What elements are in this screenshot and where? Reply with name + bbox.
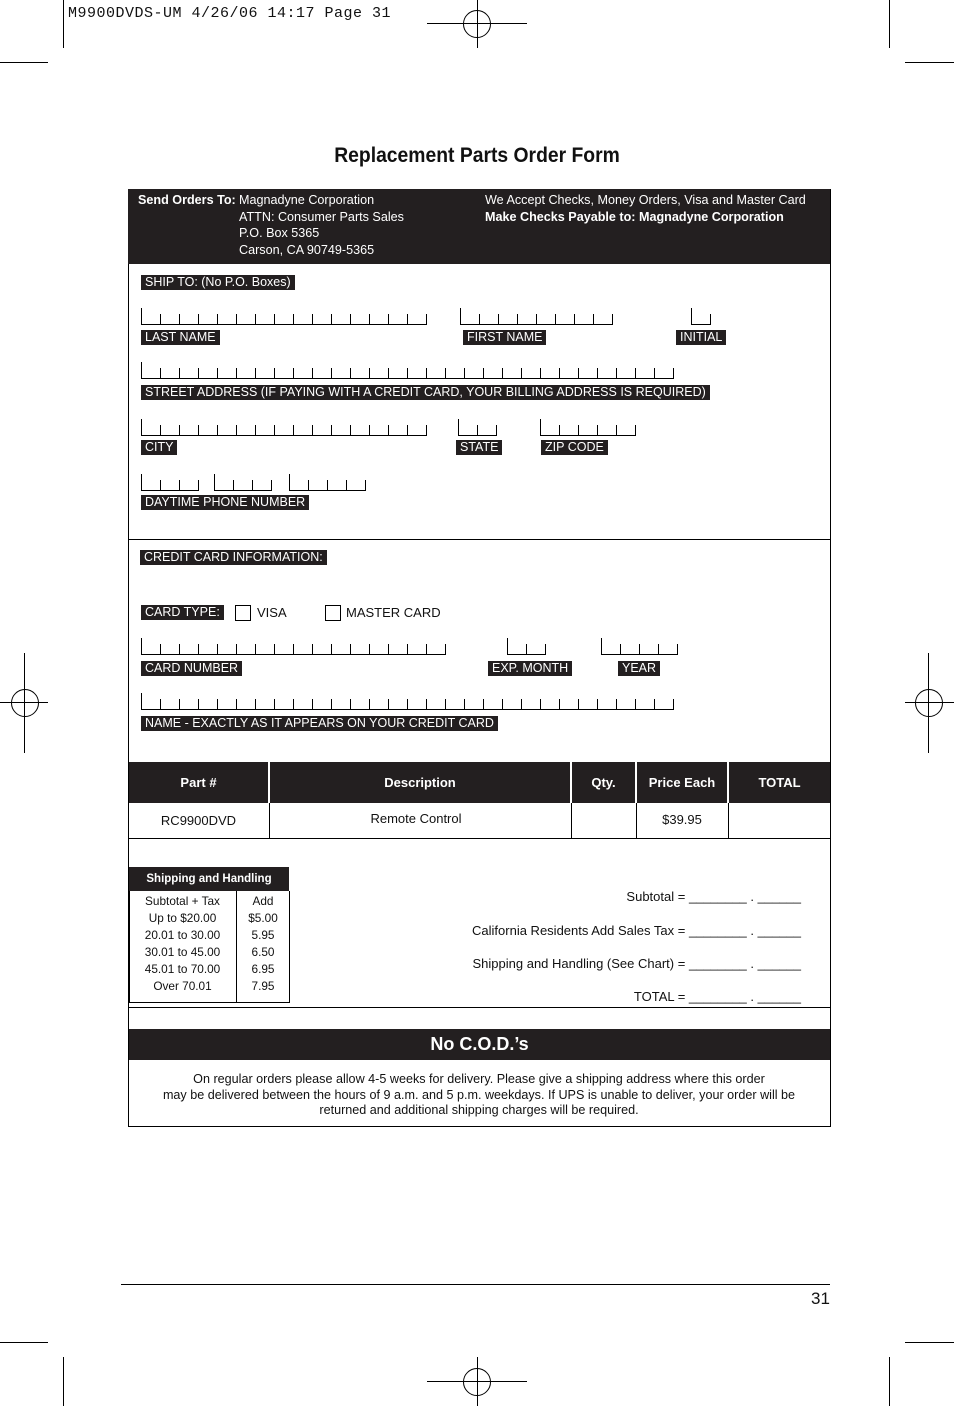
phone-area-code-boxes[interactable]: [141, 474, 199, 491]
col-price-each: Price Each: [637, 762, 727, 803]
initial-label: INITIAL: [676, 330, 726, 345]
shipping-chart: [129, 891, 290, 1003]
city-boxes[interactable]: [141, 419, 427, 436]
send-orders-header: [128, 189, 830, 264]
col-qty: Qty.: [572, 762, 635, 803]
send-orders-label: Send Orders To:: [138, 193, 236, 207]
state-boxes[interactable]: [458, 419, 497, 436]
shipping-range: 20.01 to 30.00: [144, 928, 221, 942]
mailing-address: Magnadyne Corporation ATTN: Consumer Parts Sales P.O. Box 5365 Carson, CA 90749-5365: [239, 193, 404, 257]
phone-prefix-boxes[interactable]: [214, 474, 272, 491]
shipping-fee: 5.95: [251, 928, 275, 942]
shipping-fee: 6.50: [251, 945, 275, 959]
master-card-checkbox[interactable]: [325, 605, 341, 621]
shipping-range: 45.01 to 70.00: [144, 962, 221, 976]
exp-month-boxes[interactable]: [507, 638, 546, 655]
part-number-cell: RC9900DVD: [160, 813, 237, 828]
page-number: 31: [811, 1289, 830, 1308]
ship-to-heading: SHIP TO: (No P.O. Boxes): [141, 275, 295, 290]
phone-label: DAYTIME PHONE NUMBER: [141, 495, 309, 510]
card-number-boxes[interactable]: [141, 638, 446, 655]
card-number-label: CARD NUMBER: [141, 661, 242, 676]
phone-line-boxes[interactable]: [289, 474, 366, 491]
grand-total-line[interactable]: TOTAL = ________ . ______: [633, 989, 801, 1004]
zip-code-boxes[interactable]: [540, 419, 636, 436]
shipping-chart-heading: Shipping and Handling: [129, 867, 289, 891]
sales-tax-line[interactable]: California Residents Add Sales Tax = ________ . ______: [472, 923, 801, 938]
shipping-range: Over 70.01: [153, 979, 212, 993]
shipping-fee: 6.95: [251, 962, 275, 976]
street-address-boxes[interactable]: [141, 362, 674, 379]
shipping-col-add: Add: [252, 894, 274, 908]
shipping-range: Up to $20.00: [148, 911, 217, 925]
cardholder-name-label: NAME - EXACTLY AS IT APPEARS ON YOUR CREDIT CARD: [141, 716, 498, 731]
printer-slug: M9900DVDS-UM 4/26/06 14:17 Page 31: [68, 5, 392, 22]
state-label: STATE: [456, 440, 502, 455]
card-type-label: CARD TYPE:: [141, 605, 224, 620]
section-divider: [129, 539, 830, 540]
last-name-label: LAST NAME: [141, 330, 220, 345]
exp-year-boxes[interactable]: [601, 638, 678, 655]
accepted-payments: We Accept Checks, Money Orders, Visa and Master Card: [485, 193, 806, 207]
street-address-label: STREET ADDRESS (IF PAYING WITH A CREDIT CARD, YOUR BILLING ADDRESS IS REQUIRED): [141, 385, 710, 400]
city-label: CITY: [141, 440, 177, 455]
shipping-fee: 7.95: [251, 979, 275, 993]
last-name-boxes[interactable]: [141, 308, 427, 325]
col-total: TOTAL: [729, 762, 830, 803]
visa-label: VISA: [257, 605, 287, 620]
col-description: Description: [270, 762, 570, 803]
initial-box[interactable]: [691, 308, 711, 325]
page-title: Replacement Parts Order Form: [334, 144, 620, 167]
shipping-range: 30.01 to 45.00: [144, 945, 221, 959]
col-part-number: Part #: [129, 762, 268, 803]
exp-year-label: YEAR: [618, 661, 660, 676]
footer-rule: [121, 1284, 830, 1285]
visa-checkbox[interactable]: [235, 605, 251, 621]
zip-code-label: ZIP CODE: [541, 440, 608, 455]
shipping-fee: $5.00: [248, 911, 278, 925]
payment-info: [485, 192, 806, 225]
checks-payable: Make Checks Payable to: Magnadyne Corporation: [485, 209, 784, 224]
shipping-col-subtotal: Subtotal + Tax: [145, 894, 220, 908]
subtotal-line[interactable]: Subtotal = ________ . ______: [626, 889, 801, 904]
first-name-boxes[interactable]: [460, 308, 613, 325]
first-name-label: FIRST NAME: [463, 330, 546, 345]
delivery-notice: On regular orders please allow 4-5 weeks for delivery. Please give a shipping address where this order may be delivered between the hours of 9 a.m. and 5 p.m. weekdays. If UPS is unable to deliver, your order will be returned and additional shipping charges will be required.: [162, 1072, 796, 1117]
credit-card-heading: CREDIT CARD INFORMATION:: [140, 550, 327, 565]
no-cod-banner: No C.O.D.’s: [129, 1029, 830, 1060]
shipping-handling-line[interactable]: Shipping and Handling (See Chart) = ________ . ______: [472, 956, 801, 971]
master-card-label: MASTER CARD: [346, 605, 441, 620]
exp-month-label: EXP. MONTH: [488, 661, 572, 676]
description-cell: Remote Control: [370, 811, 462, 826]
cardholder-name-boxes[interactable]: [141, 693, 674, 710]
price-each-cell: $39.95: [662, 812, 702, 827]
section-divider: [129, 1007, 830, 1008]
